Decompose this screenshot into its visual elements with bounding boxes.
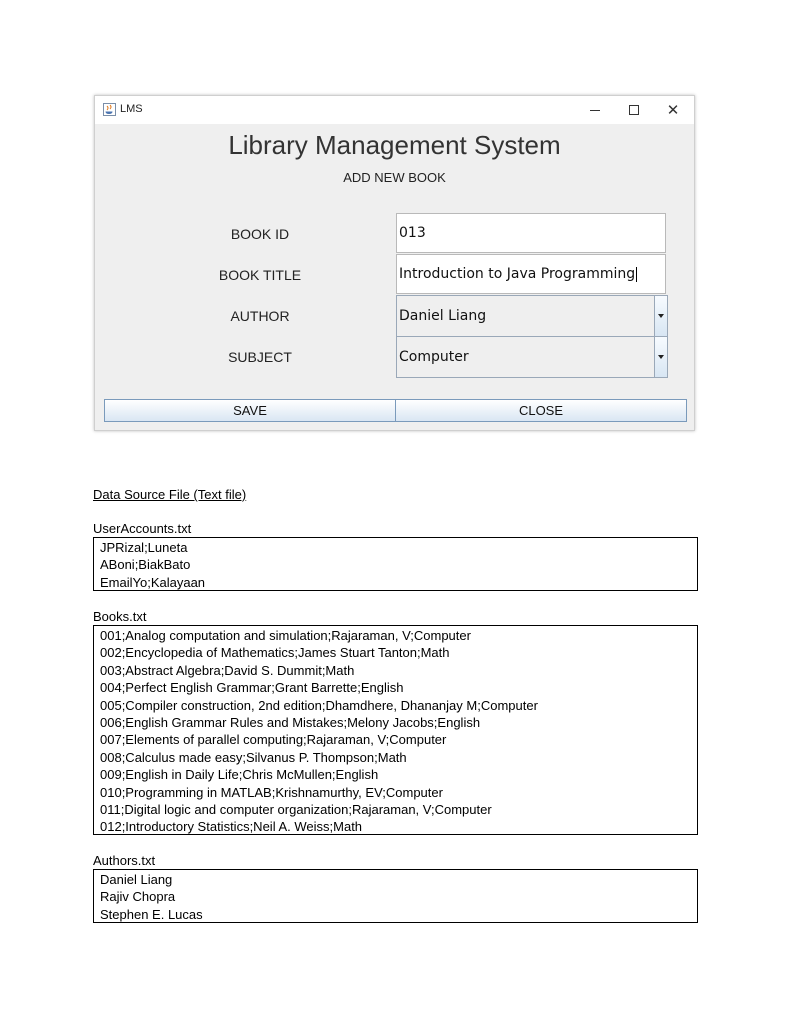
- book-title-input[interactable]: [396, 254, 666, 294]
- file-line: ABoni;BiakBato: [100, 557, 191, 573]
- file-line: 010;Programming in MATLAB;Krishnamurthy, EV;Computer: [100, 784, 443, 800]
- save-button[interactable]: SAVE: [104, 399, 396, 422]
- file-line: 003;Abstract Algebra;David S. Dummit;Math: [100, 662, 355, 678]
- maximize-button[interactable]: [614, 96, 654, 124]
- subject-label: SUBJECT: [228, 349, 292, 365]
- form-subtitle: ADD NEW BOOK: [343, 170, 446, 185]
- file-line: Daniel Liang: [100, 872, 173, 887]
- file-line: Stephen E. Lucas: [100, 906, 203, 922]
- file-line: 006;English Grammar Rules and Mistakes;Melony Jacobs;English: [100, 714, 481, 730]
- file-name-authors: Authors.txt: [93, 853, 156, 868]
- close-button[interactable]: CLOSE: [395, 399, 687, 422]
- file-line: 002;Encyclopedia of Mathematics;James Stuart Tanton;Math: [100, 645, 450, 661]
- file-line: 004;Perfect English Grammar;Grant Barrette;English: [100, 680, 404, 696]
- text-caret: [636, 267, 637, 282]
- close-icon: ✕: [666, 101, 680, 119]
- author-label: AUTHOR: [230, 308, 290, 324]
- subject-selected: Computer: [399, 349, 469, 365]
- minimize-icon: [590, 110, 600, 111]
- java-app-icon: [103, 103, 116, 116]
- author-combobox[interactable]: [396, 295, 668, 337]
- file-line: Rajiv Chopra: [100, 889, 176, 905]
- lms-window: [94, 95, 695, 431]
- file-line: 007;Elements of parallel computing;Rajaraman, V;Computer: [100, 732, 447, 748]
- file-line: 005;Compiler construction, 2nd edition;Dhamdhere, Dhananjay M;Computer: [100, 697, 538, 713]
- file-line: 012;Introductory Statistics;Neil A. Weiss;Math: [100, 819, 363, 835]
- file-line: 009;English in Daily Life;Chris McMullen;English: [100, 767, 379, 783]
- chevron-down-icon: [658, 355, 664, 359]
- file-line: 001;Analog computation and simulation;Rajaraman, V;Computer: [100, 628, 471, 643]
- file-name-useraccounts: UserAccounts.txt: [93, 521, 192, 536]
- file-line: 011;Digital logic and computer organization;Rajaraman, V;Computer: [100, 801, 492, 817]
- book-title-value: Introduction to Java Programming: [399, 266, 636, 282]
- subject-combobox[interactable]: [396, 336, 668, 378]
- window-close-button[interactable]: [653, 96, 693, 124]
- file-box-books: [93, 625, 698, 835]
- minimize-button[interactable]: [575, 96, 615, 124]
- file-line: EmailYo;Kalayaan: [100, 574, 206, 590]
- file-line: JPRizal;Luneta: [100, 540, 188, 555]
- book-id-label: BOOK ID: [230, 226, 290, 242]
- file-box-authors: [93, 869, 698, 923]
- file-name-books: Books.txt: [93, 609, 147, 624]
- window-title: LMS: [120, 103, 143, 115]
- title-bar[interactable]: [95, 96, 694, 124]
- file-box-useraccounts: [93, 537, 698, 591]
- author-selected: Daniel Liang: [399, 308, 487, 324]
- chevron-down-icon: [658, 314, 664, 318]
- book-id-input[interactable]: [396, 213, 666, 253]
- subject-dropdown-button[interactable]: [654, 337, 667, 377]
- book-id-value: 013: [399, 225, 426, 241]
- book-title-label: BOOK TITLE: [218, 267, 302, 283]
- data-source-heading: Data Source File (Text file): [93, 487, 247, 502]
- maximize-icon: [629, 105, 639, 115]
- file-line: 008;Calculus made easy;Silvanus P. Thompson;Math: [100, 749, 407, 765]
- app-title: Library Management System: [228, 130, 561, 160]
- author-dropdown-button[interactable]: [654, 296, 667, 336]
